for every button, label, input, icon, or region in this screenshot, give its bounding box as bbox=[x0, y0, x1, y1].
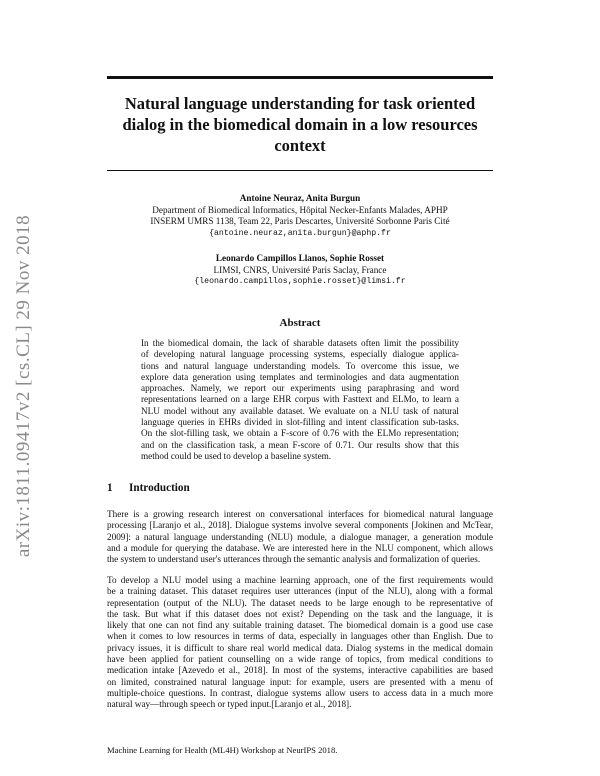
paragraph-line: when it comes to low resources in terms of data, especially in languages other than English. Due to bbox=[107, 631, 493, 642]
author-affiliation: Department of Biomedical Informatics, Hôpital Necker-Enfants Malades, APHP bbox=[152, 204, 448, 215]
paragraph-line: the task. But what if this dataset does not exist? Depending on the task and the language, it is bbox=[107, 608, 493, 619]
section-heading-introduction bbox=[107, 482, 493, 494]
section-number: 1 bbox=[107, 482, 113, 494]
paragraph-line: 2009]: a natural language understanding (NLU) module, a dialogue manager, a generation module bbox=[107, 531, 493, 542]
paragraph-line: likely that one can not find any suitable training dataset. The biomedical domain is a good use case bbox=[107, 620, 493, 631]
author-email: {leonardo.campillos,sophie.rosset}@limsi.fr bbox=[194, 277, 406, 286]
paragraph-line: be a training dataset. This dataset requires user utterances (input of the NLU), along with a formal bbox=[107, 586, 493, 597]
author-names: Leonardo Campillos Llanos, Sophie Rosset bbox=[215, 253, 385, 263]
paragraph-line: natural way—through speech or typed input.[Laranjo et al., 2018]. bbox=[107, 699, 352, 710]
paragraph-line: processing [Laranjo et al., 2018]. Dialogue systems involve several components [Jokinen and McTear, bbox=[107, 520, 493, 531]
paragraph-line: To develop a NLU model using a machine learning approach, one of the first requirements would bbox=[107, 575, 493, 585]
arxiv-identifier-stamp bbox=[4, 196, 44, 576]
author-email: {antoine.neuraz,anita.burgun}@aphp.fr bbox=[209, 228, 391, 238]
abstract-body bbox=[141, 338, 459, 462]
abstract-line: of developing natural language processing systems, especially dialogue applica- bbox=[141, 349, 459, 360]
title-line: context bbox=[274, 136, 326, 155]
paragraph-line: privacy issues, it is difficult to share real world medical data. Dialog systems in the medical domain bbox=[107, 642, 493, 653]
paragraph-line: have been applied for patient counselling on a wide range of topics, from medical conditions to bbox=[107, 654, 493, 665]
author-names: Antoine Neuraz, Anita Burgun bbox=[239, 193, 361, 203]
paragraph-line: on limited, constrained natural language input: for example, users are presented with a menu of bbox=[107, 676, 493, 687]
abstract-line: In the biomedical domain, the lack of sharable datasets often limit the possibility bbox=[141, 338, 459, 348]
abstract-line: tions and natural language understanding models. To overcome this issue, we bbox=[141, 360, 459, 371]
abstract-heading: Abstract bbox=[279, 317, 321, 329]
arxiv-identifier-text: arXiv:1811.09417v2 [cs.CL] 29 Nov 2018 bbox=[13, 214, 35, 558]
abstract-line: approaches. Namely, we report our experiments using paraphrasing and word bbox=[141, 383, 459, 394]
paragraph-line: There is a growing research interest on conversational interfaces for biomedical natural language bbox=[107, 509, 493, 519]
section-title: Introduction bbox=[129, 482, 190, 494]
paragraph-line: medication intake [Azevedo et al., 2018]. In most of the systems, interactive capabilities are based bbox=[107, 665, 493, 676]
abstract-line: and on the classification task, a mean F-score of 0.71. Our results show that this bbox=[141, 439, 459, 450]
author-block-2 bbox=[107, 253, 493, 288]
abstract-line: explore data generation using templates and terminologies and data augmentation bbox=[141, 371, 459, 382]
author-block-1 bbox=[107, 193, 493, 239]
paragraph-line: and a module for querying the database. We are interested here in the NLU component, which allows bbox=[107, 542, 493, 553]
abstract-line: method could be used to develop a baseline system. bbox=[141, 450, 332, 461]
paragraph-line: the system to understand user's utterances through the semantic analysis and formalization of queries. bbox=[107, 554, 481, 565]
paper-title bbox=[107, 93, 493, 156]
paragraph-line: representation (output of the NLU). The dataset needs to be large enough to be representative of bbox=[107, 597, 493, 608]
title-line: dialog in the biomedical domain in a low resources bbox=[122, 115, 478, 134]
intro-paragraph-2 bbox=[107, 575, 493, 711]
title-bottom-rule bbox=[107, 170, 493, 171]
author-affiliation: LIMSI, CNRS, Université Paris Saclay, France bbox=[213, 264, 387, 275]
abstract-line: language queries in EHRs divided in slot-filling and intent classification sub-tasks. bbox=[141, 417, 459, 428]
title-line: Natural language understanding for task oriented bbox=[124, 94, 476, 113]
author-affiliation: INSERM UMRS 1138, Team 22, Paris Descartes, Université Sorbonne Paris Cité bbox=[150, 216, 450, 226]
title-top-rule bbox=[107, 76, 493, 79]
abstract-line: On the slot-filling task, we obtain a F-score of 0.76 with the ELMo representation; bbox=[141, 428, 459, 439]
abstract-line: NLU model without any available dataset. We evaluate on a NLU task of natural bbox=[141, 405, 459, 416]
venue-footnote: Machine Learning for Health (ML4H) Workshop at NeurIPS 2018. bbox=[107, 745, 338, 755]
intro-paragraph-1 bbox=[107, 509, 493, 565]
abstract-line: representations learned on a large EHR corpus with Fasttext and ELMo, to learn a bbox=[141, 394, 459, 405]
paragraph-line: multiple-choice questions. In contrast, dialogue systems allow users to access data in a much more bbox=[107, 687, 493, 698]
